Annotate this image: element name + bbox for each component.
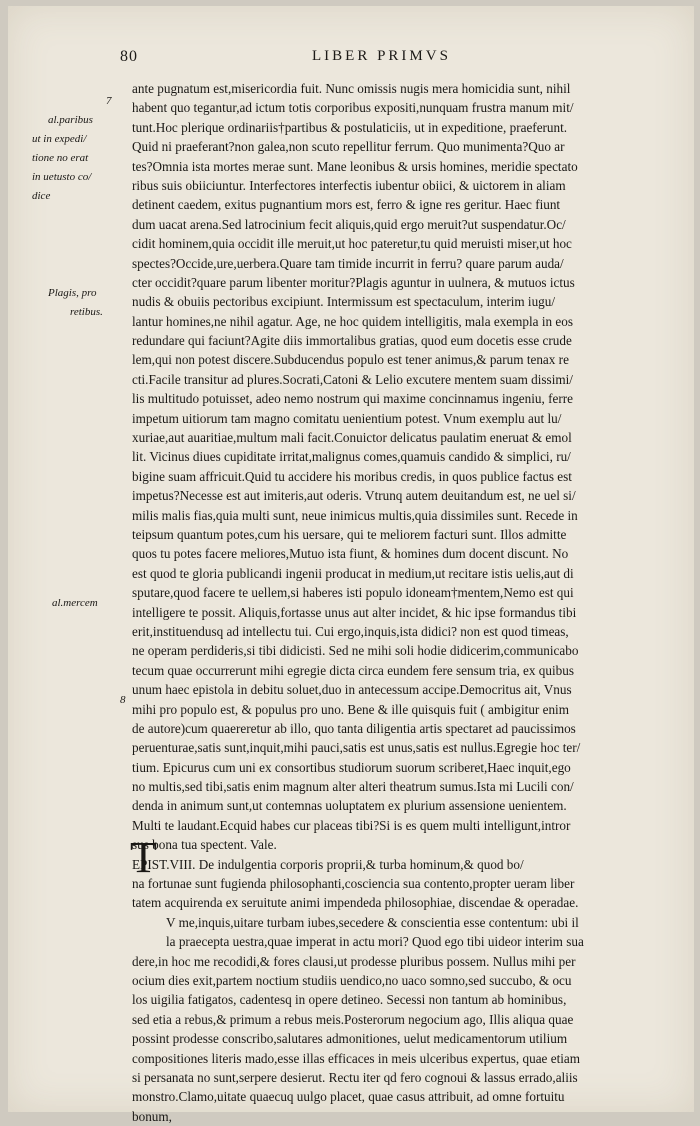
text-line: dum uacat arena.Sed latrocinium fecit aliquis,quid ergo meruit?ut suspendatur.Oc/ [132,216,566,232]
text-line: denda in animum sunt,ut contemnas uoluptatem ex plurium assensione uenientem. [132,798,567,814]
text-line: unum haec epistola in debitu soluet,duo in antecessum accipe.Democritus ait, Vnus [132,682,572,698]
text-line: tecum quae occurrerunt mihi egregie dicta circa eundem fere sensum tria, ex quibus [132,662,574,678]
text-line: bonum, [132,1108,172,1124]
text-line: no multis,sed tibi,satis enim magnum alter alteri theatrum sumus.Ista mi Lucili con/ [132,779,574,795]
text-line: xuriae,aut auaritiae,multum mali facit.Conuictor delicatus paulatim eneruat & emol [132,430,572,446]
text-line: lantur homines,ne nihil agatur. Age, ne hoc quidem intelligitis, mala exempla in eos [132,313,573,329]
text-line: cti.Facile transitur ad plures.Socrati,Catoni & Lelio excutere mentem suam dissimi/ [132,371,573,387]
text-line: spectes?Occide,ure,uerbera.Quare tam timide incurrit in ferru? quare parum auda/ [132,255,564,271]
text-line: tatem acquirenda ex seruitute animi impendeda philosophiae, discendae & operadae. [132,895,579,911]
text-line: peruenturae,satis sunt,inquit,mihi pauci,satis est unus,satis est nullus.Egregie hoc ter/ [132,740,581,756]
book-page [8,6,694,1124]
text-line: redundare qui faciunt?Agite diis immortalibus gratias, quod eum docetis esse crude [132,333,572,349]
text-line: dere,in hoc me recodidi,& fores clausi,ut prodesse pluribus possem. Nullus mihi per [132,953,576,969]
text-line: lem,qui non potest discere.Subducendus populo est tener animus,& parum tenax re [132,352,569,368]
text-line: sed etia a rebus,& primum a rebus meis.Posterorum negocium ago, Illis aliqua quae [132,1011,574,1027]
text-line: erit,instituendusq ad intellectu tui. Cui ergo,inquis,ista didici? non est quod timeas, [132,623,569,639]
text-line: lit. Vicinus diues cupiditate irritat,malignus comes,quamuis candido & simplici, ru/ [132,449,571,465]
text-line: EPIST.VIII. De indulgentia corporis proprii,& turba hominum,& quod bo/ [132,856,524,872]
text-line: sus bona tua spectent. Vale. [132,837,277,853]
text-line: intelligere te possit. Aliquis,fortasse unus aut alter incidet, & hic ipse formandus tibi [132,604,577,620]
text-line: tium. Epicurus cum uni ex consortibus studiorum suorum scriberet,Haec inquit,ego [132,759,571,775]
text-line: monstro.Clamo,uitate quaecuq uulgo placet, quae casus attribuit, ad omne fortuitu [132,1089,565,1105]
text-line: los uigilia fatigatos, cadentesq in opere detineo. Secessi non tantum ab hominibus, [132,992,567,1008]
text-line: cter occidit?quare parum libenter moritur?Plagis aguntur in uulnera, & mutuos ictus [132,274,575,290]
text-line: milis malis fias,quia multi sunt, neue inimicus multis,quia dissimiles sunt. Recede in [132,507,578,523]
text-line: si persanata no sunt,serpere desierut. Rectu iter qd fero cognoui & lassus errado,aliis [132,1069,578,1085]
text-line: sputare,quod facere te uellem,si haberes isti populo idoneam†mentem,Nemo est qui [132,585,574,601]
running-head: LIBER PRIMVS [312,48,451,64]
text-line: ocium dies exit,partem noctium studiis uendico,no uaco somno,sed succubo, & ocu [132,972,572,988]
text-line: impetus?Necesse est aut imiteris,aut oderis. Vtrunq autem deuitandum est, ne uel si/ [132,488,576,504]
margin-note: Plagis, pro [48,287,97,299]
drop-cap: T [130,833,157,882]
body-text [132,79,676,1126]
page-number: 80 [120,48,138,65]
text-line: na fortunae sunt fugienda philosophanti,cosciencia sua contento,propter ueram liber [132,876,575,892]
margin-note: al.paribus [48,114,93,126]
text-line: compositiones literis mado,esse illas efficaces in meis ulceribus expertus, quae etiam [132,1050,581,1066]
text-line: impetum uitiorum tam magno comitatu uenientium potest. Vnum exemplu aut lu/ [132,410,562,426]
text-line: Quid ni praeferant?non galea,non scuto repellitur ferrum. Quo munimenta?Quo ar [132,139,565,155]
margin-note: in uetusto co/ [32,171,92,183]
text-line: est quod te gloria publicandi ingenii producat in medium,ut recitare istis uelis,aut di [132,565,574,581]
text-line: tes?Omnia ista mortes merae sunt. Mane leonibus & ursis homines, meridie spectato [132,158,578,174]
text-line: detinent caedem, exitus pugnantium mors est, ferro & igne res geritur. Haec fiunt [132,197,561,213]
text-line: Multi te laudant.Ecquid habes cur placeas tibi?Si is es quem multi intelligunt,intror [132,817,571,833]
text-line: mihi pro populo est, & populus pro uno. Bene & ille quisquis fuit ( ambigitur enim [132,701,569,717]
text-line: lis multitudo potuisset, adeo nemo nostrum qui maxime concinnamus ingeniu, ferre [132,391,573,407]
text-line: la praecepta uestra,quae imperat in actu mori? Quod ego tibi uideor interim sua [166,934,584,950]
margin-note: tione no erat [32,152,89,164]
margin-section-number: 8 [120,694,126,706]
text-line: V me,inquis,uitare turbam iubes,secedere & conscientia esse contentum: ubi il [166,914,579,930]
text-line: ribus suis obiiciuntur. Interfectores interfectis iubentur obiici, & uictorem in aliam [132,177,566,193]
margin-note: dice [32,190,51,202]
margin-note: ut in expedi/ [32,133,87,145]
page-header [8,48,694,70]
text-line: cidit hominem,quia occidit ille meruit,ut hoc pateretur,tu quid meruisti miser,ut hoc [132,236,572,252]
text-line: tunt.Hoc plerique ordinariis†partibus & postulaticiis, ut in expeditione, praeferunt. [132,119,568,135]
text-line: quos tu potes facere meliores,Mutuo ista fiunt, & homines dum docent discunt. No [132,546,569,562]
text-line: habent quo tegantur,ad ictum totis corporibus expositi,nunquam frustra manum mit/ [132,100,574,116]
margin-note: retibus. [70,306,103,318]
text-line: de autore)cum quaereretur ab illo, quo tanta diligentia artis spectaret ad paucissimos [132,720,576,736]
margin-section-number: 7 [106,95,112,107]
margin-note: al.mercem [52,597,98,609]
text-line: bigine suam affricuit.Quid tu accidere his moribus credis, in quos publice factus est [132,468,572,484]
text-line: nudis & obuiis pectoribus excipiunt. Intermissum est spectaculum, interim iugu/ [132,294,556,310]
text-line: ante pugnatum est,misericordia fuit. Nunc omissis nugis mera homicidia sunt, nihil [132,81,571,96]
text-line: teipsum quantum potes,cum his uersare, qui te meliorem facturi sunt. Illos admitte [132,526,567,542]
text-line: ne operam perdideris,si tibi didicisti. Sed ne mihi soli hodie didicerim,communicabo [132,643,579,659]
text-line: possint prodesse conscribo,salutares admonitiones, uelut medicamentorum utilium [132,1031,568,1047]
